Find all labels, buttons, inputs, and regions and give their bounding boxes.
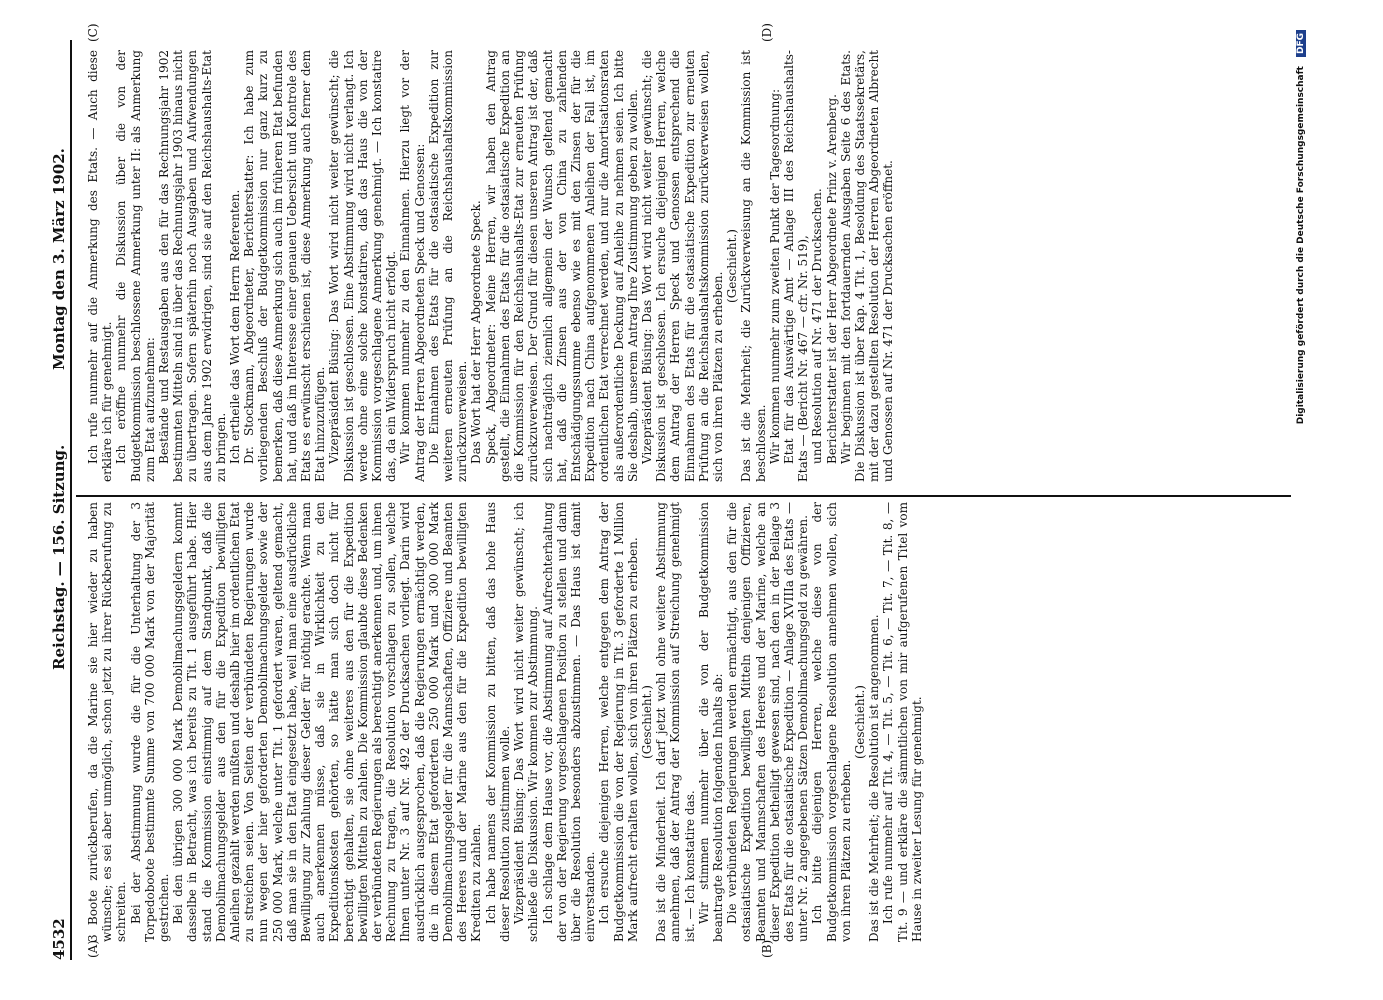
paragraph: Ich habe namens der Kommission zu bitten, daß das hohe Haus dieser Resolution zustimmen wolle. xyxy=(483,502,512,942)
paragraph: Wir beginnen mit den fortdauernden Ausgaben Seite 6 des Etats. Die Diskussion ist über Kap. 4 Tit. 1, Besoldung des Staatssekretärs, mit der dazu gestellten Resolution der Herren Abgeordneten Albrecht und Genossen auf Nr. 471 der Drucksachen eröffnet. xyxy=(838,50,896,482)
paragraph: Ich schlage dem Hause vor, die Abstimmung auf Aufrechterhaltung der von der Regierung vorgeschlagenen Position zu stellen und dann über die Resolution besonders abzustimmen. — Das Haus ist damit einverstanden. xyxy=(540,502,598,942)
paragraph: Vizepräsident Büsing: Das Wort wird nicht weiter gewünscht; die Diskussion ist geschlossen. Eine Abstimmung wird nicht verlangt. Ich werde ohne eine solche konstatiren, daß das Haus die von der Kommission vorgeschlagene Anmerkung genehmigt. — Ich konstatire das, da ein Widerspruch nicht erfolgt. xyxy=(327,50,399,482)
paragraph: Dr. Stockmann, Abgeordneter, Berichterstatter: Ich habe zum vorliegenden Beschluß der Budgetkommission nur ganz kurz zu bemerken, daß diese Anmerkung sich auch im früheren Etat befunden hat, und daß im Interesse einer genauen Uebersicht und Kontrole des Etats es erwünscht erschienen ist, diese Anmerkung auch ferner dem Etat hinzuzufügen. xyxy=(242,50,328,482)
margin-mark-b: (B) xyxy=(760,939,774,958)
digitization-credit xyxy=(1296,30,1310,970)
margin-mark-c: (C) xyxy=(86,23,100,42)
paragraph: Das Wort hat der Herr Abgeordnete Speck. xyxy=(469,200,484,464)
column-divider xyxy=(76,495,1291,497)
dfg-logo: DFG xyxy=(1296,30,1306,57)
paragraph: Ich ertheile das Wort dem Herrn Referenten. xyxy=(228,189,243,464)
right-text-column xyxy=(86,50,1286,482)
paragraph: Ich eröffne nunmehr die Diskussion über die von der Budgetkommission beschlossene Anmerkung unter II: als Anmerkung zum Etat aufzunehmen: xyxy=(114,50,157,482)
page-number: 4532 xyxy=(50,918,68,960)
paragraph: Wir kommen nunmehr zum zweiten Punkt der Tagesordnung: xyxy=(767,88,782,464)
left-header-title: Reichstag. — 156. Sitzung. xyxy=(50,444,68,670)
paragraph: Bei der Abstimmung wurde die für die Unterhaltung der 3 Torpedoboote bestimmte Summe von 700 000 Mark von der Majorität gestrichen. xyxy=(128,502,172,942)
paragraph: Bei den übrigen 300 000 Mark Demobilmachungsgeldern kommt dasselbe in Betracht, was ich bereits zu Tit. 1 ausgeführt habe. Hier stand die Kommission einstimmig auf dem Standpunkt, daß die Demobilmachungsgelder aus den für die Expedition bewilligten Anleihen gezahlt werden müßten und deshalb hier im ordentlichen Etat zu streichen seien. Von Seiten der verbündeten Regierungen wurde nun wegen der hier geforderten Demobilmachungsgelder sowie der 250 000 Mark, welche unter Tit. 1 gefordert waren, geltend gemacht, daß man sie in den Etat eingesetzt habe, weil man eine ausdrückliche Bewilligung zur Zahlung dieser Gelder für nöthig erachte. Wenn man auch anerkennen müsse, daß sie in Wirklichkeit zu den Expeditionskosten gehörten, so hätte man sich doch nicht für berechtigt gehalten, sie ohne weiteres aus den für die Expedition bewilligten Mitteln zu zahlen. Die Kommission glaubte diese Bedenken der verbündeten Regierungen als berechtigt anerkennen und, um ihnen Rechnung zu tragen, die Resolution vorschlagen zu sollen, welche Ihnen unter Nr. 3 auf Nr. 492 der Drucksachen vorliegt. Darin wird ausdrücklich ausgesprochen, daß die Regierungen ermächtigt werden, die in diesem Etat geforderten 250 000 Mark und 300 000 Mark Demobilmachungsgelder für die Mannschaften, Offiziere und Beamten des Heeres und der Marine aus den für die Expedition bewilligten Krediten zu zahlen. xyxy=(171,502,484,942)
paragraph: Wir kommen nunmehr zu den Einnahmen. Hierzu liegt vor der Antrag der Herren Abgeordneten Speck und Genossen: xyxy=(398,50,427,482)
paragraph: (Geschieht.) xyxy=(725,229,740,303)
paragraph: Ich rufe nunmehr auf die Anmerkung des Etats. — Auch diese erkläre ich für genehmigt. xyxy=(86,50,115,482)
paragraph: (Geschieht.) xyxy=(639,685,654,759)
right-header-title: Montag den 3. März 1902. xyxy=(50,148,68,370)
margin-mark-d: (D) xyxy=(760,23,774,42)
paragraph: Berichterstatter ist der Herr Abgeordnete Prinz v. Arenberg. xyxy=(824,94,839,464)
paragraph: (Geschieht.) xyxy=(852,685,867,759)
page-header xyxy=(48,40,72,960)
paragraph: Vizepräsident Büsing: Das Wort wird nicht weiter gewünscht; die Diskussion ist geschlossen. Ich ersuche diejenigen Herren, welche dem Antrag der Herren Speck und Genossen entsprechend die Einnahmen des Etats für die ostasiatische Expedition zur erneuten Prüfung an die Reichshaushaltskommission zurückverweisen wollen, sich von ihren Plätzen zu erheben. xyxy=(639,50,725,482)
paragraph: Die verbündeten Regierungen werden ermächtigt, aus den für die ostasiatische Expedition bewilligten Mitteln denjenigen Offizieren, Beamten und Mannschaften des Heeres und der Marine, welche an dieser Expedition betheiligt gewesen sind, nach den in der Beilage 3 des Etats für die ostasiatische Expedition — Anlage XVIIIa des Etats — unter Nr. 2 angegebenen Sätzen Demobilmachungsgeld zu gewähren. xyxy=(725,502,811,942)
paragraph: Speck, Abgeordneter: Meine Herren, wir haben den Antrag gestellt, die Einnahmen des Etats für die ostasiatische Expedition an die Kommission für den Reichshaushalts-Etat zur erneuten Prüfung zurückzuverweisen. Der Grund für diesen unseren Antrag ist der, daß sich nachträglich ziemlich allgemein der Wunsch geltend gemacht hat, daß die Zinsen aus der von China zu zahlenden Entschädigungssumme ebenso wie es mit den Zinsen der für die Expedition nach China aufgenommenen Anleihen der Fall ist, im ordentlichen Etat verrechnet werden, und nur die Amortisationsraten als außerordentliche Deckung auf Anleihe zu nehmen seien. Ich bitte Sie deshalb, unserem Antrag Ihre Zustimmung geben zu wollen. xyxy=(483,50,640,482)
paragraph: Etat für das Auswärtige Amt — Anlage III des Reichshaushalts-Etats — (Bericht Nr. 467 — cfr. Nr. 519), xyxy=(781,50,811,482)
margin-mark-a: (A) xyxy=(86,939,100,958)
paragraph: Die Einnahmen des Etats für die ostasiatische Expedition zur weiteren erneuten Prüfung an die Reichshaushaltskommission zurückzuverweisen. xyxy=(426,50,470,482)
paragraph: Das ist die Mehrheit; die Zurückverweisung an die Kommission ist beschlossen. xyxy=(739,50,768,482)
paragraph: Das ist die Mehrheit; die Resolution ist angenommen. xyxy=(867,614,882,942)
paragraph: Das ist die Minderheit. Ich darf jetzt wohl ohne weitere Abstimmung annehmen, daß der Antrag der Kommission auf Streichung genehmigt ist. — Ich konstatire das. xyxy=(654,502,697,942)
paragraph: Ich rufe nunmehr auf Tit. 4, — Tit. 5, — Tit. 6, — Tit. 7, — Tit. 8, — Tit. 9 — und erkläre die sämmtlichen von mir aufgerufenen Titel vom Hause in zweiter Lesung für genehmigt. xyxy=(881,502,924,942)
left-text-column xyxy=(86,502,1286,942)
paragraph: Ich bitte diejenigen Herren, welche diese von der Budgetkommission vorgeschlagene Resolution annehmen wollen, sich von ihren Plätzen zu erheben. xyxy=(810,502,853,942)
paragraph: Ich ersuche diejenigen Herren, welche entgegen dem Antrag der Budgetkommission die von der Regierung in Tit. 3 geforderte 1 Million Mark aufrecht erhalten wollen, sich von ihren Plätzen zu erheben. xyxy=(597,502,640,942)
credit-text: Digitalisierung gefördert durch die Deutsche Forschungsgemeinschaft xyxy=(1296,66,1306,425)
paragraph: 3 Boote zurückberufen, da die Marine sie hier wieder zu haben wünsche; es sei aber unmöglich, schon jetzt zu ihrer Rückberufung zu schreiten. xyxy=(86,502,129,942)
paragraph: und Resolution auf Nr. 471 der Drucksachen. xyxy=(810,188,825,464)
paragraph: Wir stimmen nunmehr über die von der Budgetkommission beantragte Resolution folgenden Inhalts ab: xyxy=(696,502,725,942)
paragraph: Bestände und Restausgaben aus den für das Rechnungsjahr 1902 bestimmten Mitteln sind in über das Rechnungsjahr 1903 hinaus nicht zu übertragen. Sofern späterhin noch Ausgaben und Aufwendungen aus dem Jahre 1902 erwidrigen, sind sie auf den Reichshaushalts-Etat zu bringen. xyxy=(157,50,228,482)
paragraph: Vizepräsident Büsing: Das Wort wird nicht weiter gewünscht; ich schließe die Diskussion. Wir kommen zur Abstimmung. xyxy=(512,502,541,942)
